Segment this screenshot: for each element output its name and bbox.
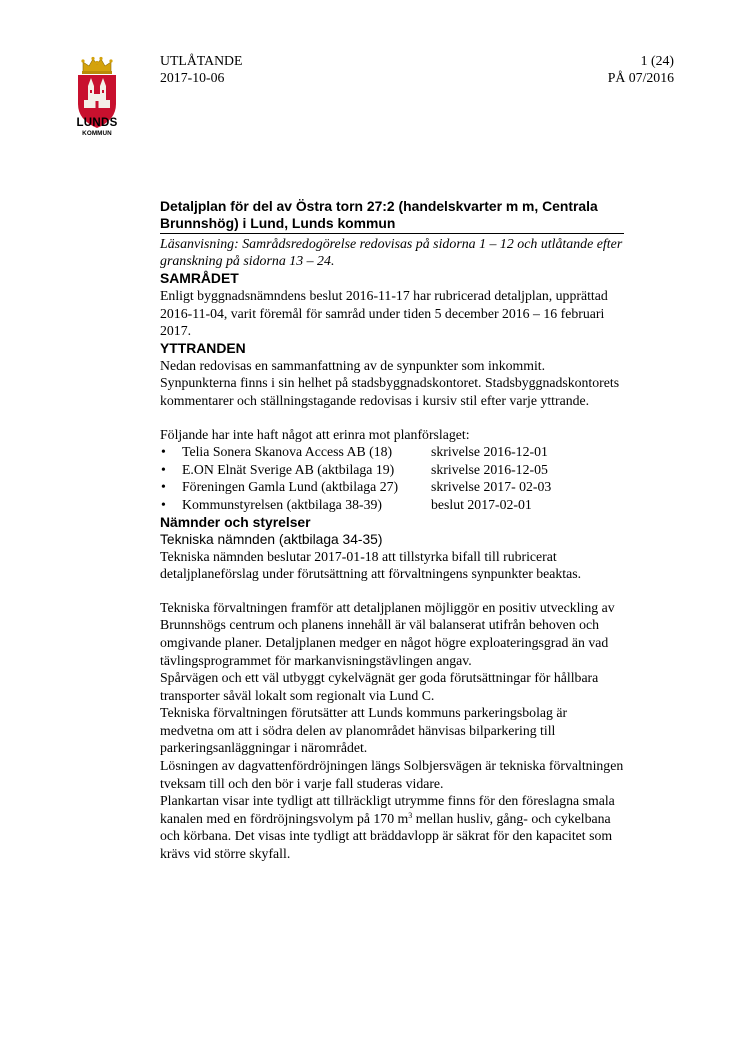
p6-text-end: mellan husliv, gång- och cykelbana och körbana. Det visas inte tydligt att bräddavlopp är säkrat för den kapacitet som krävs vid större skyfall.: [160, 810, 613, 862]
subheading-tekniska-namnden: Tekniska nämnden (aktbilaga 34-35): [160, 531, 383, 547]
document-date: 2017-10-06: [160, 70, 225, 85]
tekniska-paragraph-4: Tekniska förvaltningen förutsätter att Lunds kommuns parkeringsbolag är medvetna om att i södra delen av planområdet hänvisas bilparkering till parkeringsanläggningar i närområdet.: [160, 705, 568, 756]
document-title: Detaljplan för del av Östra torn 27:2 (handelskvarter m m, Centrala Brunnshög) i Lund, Lunds kommun: [160, 198, 624, 234]
list-item-org: Telia Sonera Skanova Access AB (18): [182, 444, 393, 460]
list-item-doc: skrivelse 2016-12-01: [431, 444, 548, 460]
list-item-org: Föreningen Gamla Lund (aktbilaga 27): [182, 479, 399, 495]
logo-wordmark: [74, 118, 120, 137]
logo-line-2: KOMMUN: [82, 129, 112, 137]
superscript-3: 3: [408, 810, 413, 820]
no-objection-list: [160, 443, 624, 513]
list-item-doc: beslut 2017-02-01: [431, 496, 532, 512]
tekniska-paragraph-6: [160, 792, 624, 862]
list-item: [160, 443, 624, 461]
document-body: [160, 198, 624, 863]
yttranden-text: Nedan redovisas en sammanfattning av de synpunkter som inkommit. Synpunkterna finns i sin helhet på stadsbyggnadskontoret. Stadsbyggnadskontorets kommentarer och ställningstagande redovisas i kursiv stil efter varje yttrande.: [160, 357, 620, 408]
p6-text-start: Plankartan visar inte tydligt att tillräckligt utrymme finns för den föreslagna smala kanalen med en fördröjningsvolym på 170 m: [160, 793, 615, 826]
list-item: [160, 478, 624, 496]
list-item-org: E.ON Elnät Sverige AB (aktbilaga 19): [182, 461, 395, 477]
no-objection-intro: Följande har inte haft något att erinra mot planförslaget:: [160, 426, 470, 442]
tekniska-paragraph-5: Lösningen av dagvattenfördröjningen längs Solbjersvägen är tekniska förvaltningen tveksam till och den bör i varje fall studeras vidare.: [160, 758, 624, 791]
list-item: [160, 461, 624, 479]
tekniska-paragraph-2: Tekniska förvaltningen framför att detaljplanen möjliggör en positiv utveckling av Brunnshögs centrum och planens innehåll är väl balanserat utifrån behoven och omgivande planer. Detaljplanen medger en något högre exploateringsgrad än vad tävlingsprogrammet för markanvisningstävlingen angav.: [160, 599, 615, 668]
tekniska-paragraph-3: Spårvägen och ett väl utbyggt cykelvägnät ger goda förutsättningar för hållbara transporter såväl lokalt som regionalt via Lund C.: [160, 670, 599, 703]
logo-line-1: LUNDS: [76, 117, 118, 129]
section-heading-samradet: SAMRÅDET: [160, 270, 239, 286]
list-item-doc: skrivelse 2016-12-05: [431, 461, 548, 477]
list-item-org: Kommunstyrelsen (aktbilaga 38-39): [182, 496, 383, 512]
header-right: [608, 52, 674, 86]
reference-number: PÅ 07/2016: [607, 70, 674, 85]
section-heading-yttranden: YTTRANDEN: [160, 339, 246, 356]
samradet-text: Enligt byggnadsnämndens beslut 2016-11-17 har rubricerad detaljplan, upprättad 2016-11-04, varit föremål för samråd under tiden 5 december 2016 – 16 februari 2017.: [160, 288, 608, 339]
page-number: 1 (24): [640, 53, 674, 68]
reading-note: Läsanvisning: Samrådsredogörelse redovisas på sidorna 1 – 12 och utlåtande efter granskning på sidorna 13 – 24.: [160, 237, 623, 269]
list-item: [160, 496, 624, 514]
section-heading-namnder: Nämnder och styrelser: [160, 513, 311, 530]
header-left: [160, 52, 242, 86]
list-item-doc: skrivelse 2017- 02-03: [431, 479, 552, 495]
document-type: UTLÅTANDE: [160, 53, 243, 68]
tekniska-paragraph-1: Tekniska nämnden beslutar 2017-01-18 att tillstyrka bifall till rubricerat detaljplaneförslag under förutsättning att förvaltningens synpunkter beaktas.: [160, 548, 582, 582]
